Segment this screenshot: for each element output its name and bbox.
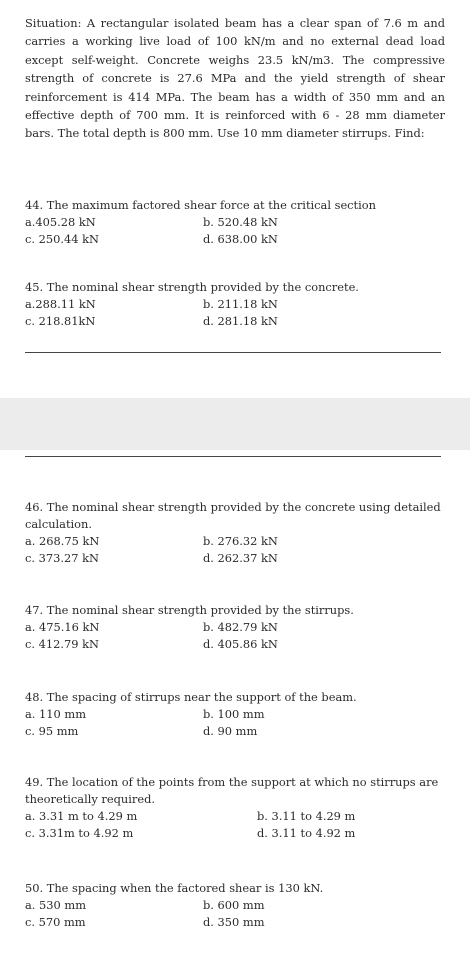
- option-c: c. 250.44 kN: [25, 232, 99, 246]
- option-b: b. 3.11 to 4.29 m: [257, 809, 356, 823]
- option-d: d. 262.37 kN: [203, 551, 278, 565]
- question-stem: 48. The spacing of stirrups near the support of the beam.: [25, 690, 357, 704]
- question-stem: 49. The location of the points from the support at which no stirrups are theoretically required.: [25, 775, 439, 806]
- option-a: a. 475.16 kN: [25, 620, 100, 634]
- question-options: [25, 533, 445, 567]
- question-stem: 50. The spacing when the factored shear is 130 kN.: [25, 881, 324, 895]
- option-b: b. 276.32 kN: [203, 534, 278, 548]
- question-44: [25, 197, 445, 248]
- option-c: c. 570 mm: [25, 915, 86, 929]
- option-d: d. 90 mm: [203, 724, 258, 738]
- option-b: b. 520.48 kN: [203, 215, 278, 229]
- option-d: d. 3.11 to 4.92 m: [257, 826, 356, 840]
- option-a: a. 530 mm: [25, 898, 86, 912]
- option-b: b. 211.18 kN: [203, 297, 278, 311]
- option-a: a.288.11 kN: [25, 297, 96, 311]
- option-d: d. 350 mm: [203, 915, 265, 929]
- question-stem: 46. The nominal shear strength provided by the concrete using detailed calculation.: [25, 500, 441, 531]
- question-45: [25, 279, 445, 330]
- option-d: d. 638.00 kN: [203, 232, 278, 246]
- option-c: c. 373.27 kN: [25, 551, 99, 565]
- option-a: a. 3.31 m to 4.29 m: [25, 809, 138, 823]
- divider-line: [25, 352, 441, 353]
- option-a: a. 268.75 kN: [25, 534, 100, 548]
- question-stem: 45. The nominal shear strength provided by the concrete.: [25, 280, 359, 294]
- option-a: a.405.28 kN: [25, 215, 96, 229]
- option-d: d. 405.86 kN: [203, 637, 278, 651]
- option-c: c. 3.31m to 4.92 m: [25, 826, 134, 840]
- option-b: b. 100 mm: [203, 707, 265, 721]
- question-options: [25, 706, 445, 740]
- option-c: c. 412.79 kN: [25, 637, 99, 651]
- divider-line: [25, 456, 441, 457]
- situation-paragraph: Situation: A rectangular isolated beam has a clear span of 7.6 m and carries a working live load of 100 kN/m and no external dead load except self-weight. Concrete weighs 23.5 kN/m3. The compressive strength of concrete is 27.6 MPa and the yield strength of shear reinforcement is 414 MPa. The beam has a width of 350 mm and an effective depth of 700 mm. It is reinforced with 6 - 28 mm diameter bars. The total depth is 800 mm. Use 10 mm diameter stirrups. Find:: [25, 16, 445, 141]
- question-50: [25, 880, 445, 931]
- option-b: b. 482.79 kN: [203, 620, 278, 634]
- question-49: [25, 774, 445, 842]
- option-d: d. 281.18 kN: [203, 314, 278, 328]
- question-47: [25, 602, 445, 653]
- option-c: c. 218.81kN: [25, 314, 96, 328]
- question-options: [25, 808, 445, 842]
- option-c: c. 95 mm: [25, 724, 79, 738]
- question-options: [25, 214, 445, 248]
- question-stem: 47. The nominal shear strength provided by the stirrups.: [25, 603, 354, 617]
- question-stem: 44. The maximum factored shear force at the critical section: [25, 198, 376, 212]
- option-a: a. 110 mm: [25, 707, 86, 721]
- question-48: [25, 689, 445, 740]
- page-gap: [0, 398, 470, 450]
- page-top: [0, 0, 470, 398]
- question-options: [25, 296, 445, 330]
- question-options: [25, 897, 445, 931]
- question-options: [25, 619, 445, 653]
- question-46: [25, 499, 445, 567]
- page-bottom: [0, 450, 470, 969]
- option-b: b. 600 mm: [203, 898, 265, 912]
